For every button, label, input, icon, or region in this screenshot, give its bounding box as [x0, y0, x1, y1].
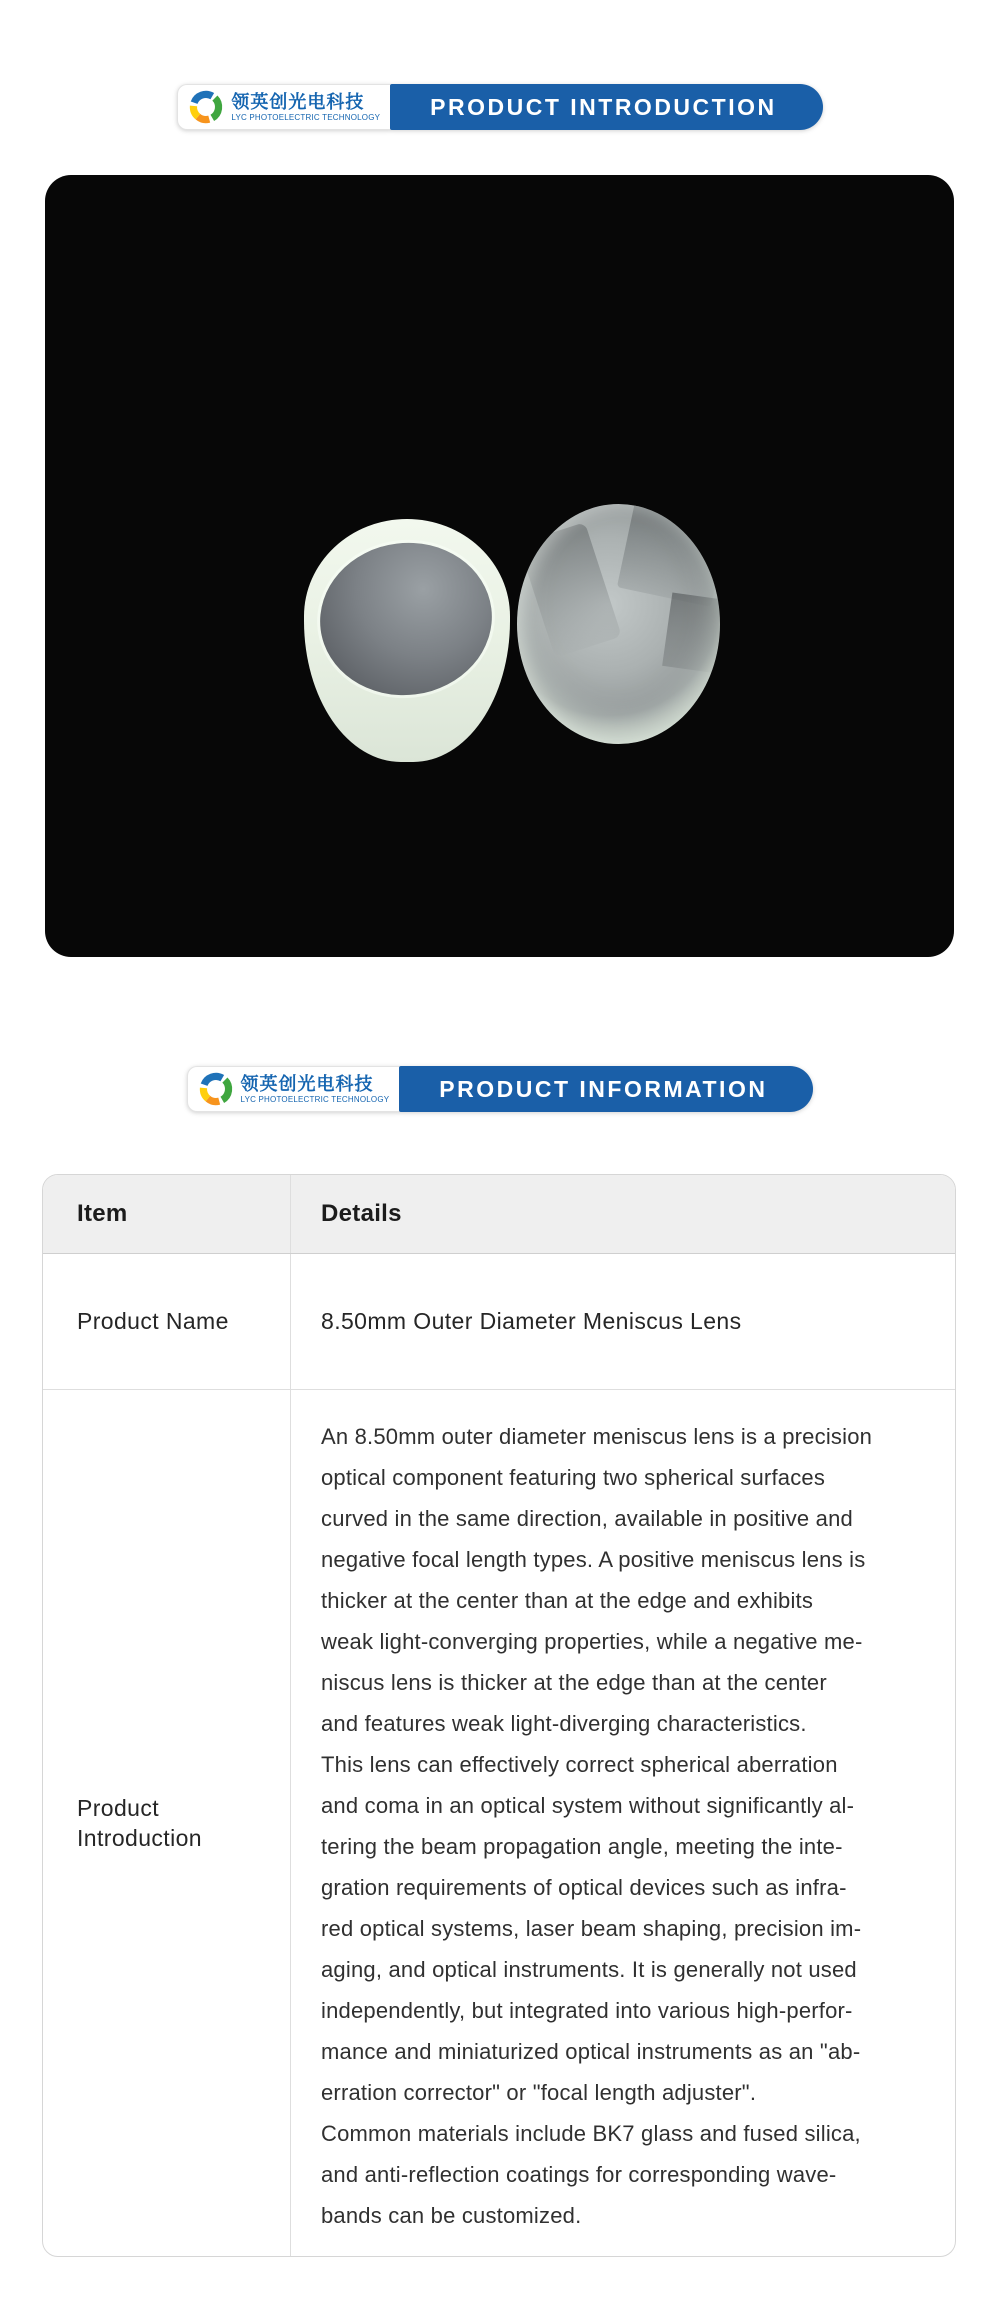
brand-name-en: LYC PHOTOELECTRIC TECHNOLOGY: [240, 1094, 390, 1104]
product-photo: [45, 175, 954, 957]
brand-name-en: LYC PHOTOELECTRIC TECHNOLOGY: [231, 112, 381, 122]
lyc-logo-icon: [198, 1071, 234, 1107]
brand-logo: [177, 84, 390, 130]
lens-right: [517, 504, 720, 744]
product-introduction-text: An 8.50mm outer diameter meniscus lens is a precision optical component featuring two spherical surfaces curved in the same direction, available in positive and negative focal length types. A positive meniscus lens is thicker at the center than at the edge and exhibits weak light-converging properties, while a negative me- niscus lens is thicker at the edge than at the center and features weak light-diverging characteristics. This lens can effectively correct spherical aberration and coma in an optical system without significantly al- tering the beam propagation angle, meeting the inte- gration requirements of optical devices such as infra- red optical systems, laser beam shaping, precision im- aging, and optical instruments. It is generally not used independently, but integrated into various high-perfor- mance and miniaturized optical instruments as an "ab- erration corrector" or "focal length adjuster". Common materials include BK7 glass and fused silica, and anti-reflection coatings for corresponding wave- bands can be customized.: [321, 1424, 873, 2228]
brand-logo-text: [241, 1075, 390, 1104]
table-header-item: Item: [43, 1175, 291, 1253]
brand-logo: [187, 1066, 400, 1112]
product-name-value: 8.50mm Outer Diameter Meniscus Lens: [321, 1308, 742, 1334]
lyc-logo-icon: [188, 89, 224, 125]
product-introduction-banner-row: [0, 84, 1000, 130]
brand-logo-text: [231, 93, 380, 122]
brand-name-cn: 领英创光电科技: [240, 1073, 374, 1094]
product-information-banner-row: [0, 1066, 1000, 1112]
row-label: Product Name: [43, 1254, 291, 1389]
lens-left-concave-face: [311, 533, 500, 705]
product-info-table: [42, 1174, 956, 2257]
table-header-row: [43, 1175, 955, 1254]
table-row-product-name: [43, 1254, 955, 1390]
lens-rim-glow: [517, 504, 720, 744]
banner-title: PRODUCT INFORMATION: [399, 1066, 813, 1112]
row-label-text: Product Introduction: [77, 1795, 202, 1851]
table-row-product-introduction: [43, 1390, 955, 2256]
lens-left: [304, 519, 510, 762]
brand-name-cn: 领英创光电科技: [231, 91, 365, 112]
product-introduction-banner: [177, 84, 822, 130]
banner-title: PRODUCT INTRODUCTION: [390, 84, 822, 130]
row-label: [43, 1390, 291, 2256]
product-information-banner: [187, 1066, 814, 1112]
table-header-details: Details: [321, 1200, 402, 1227]
